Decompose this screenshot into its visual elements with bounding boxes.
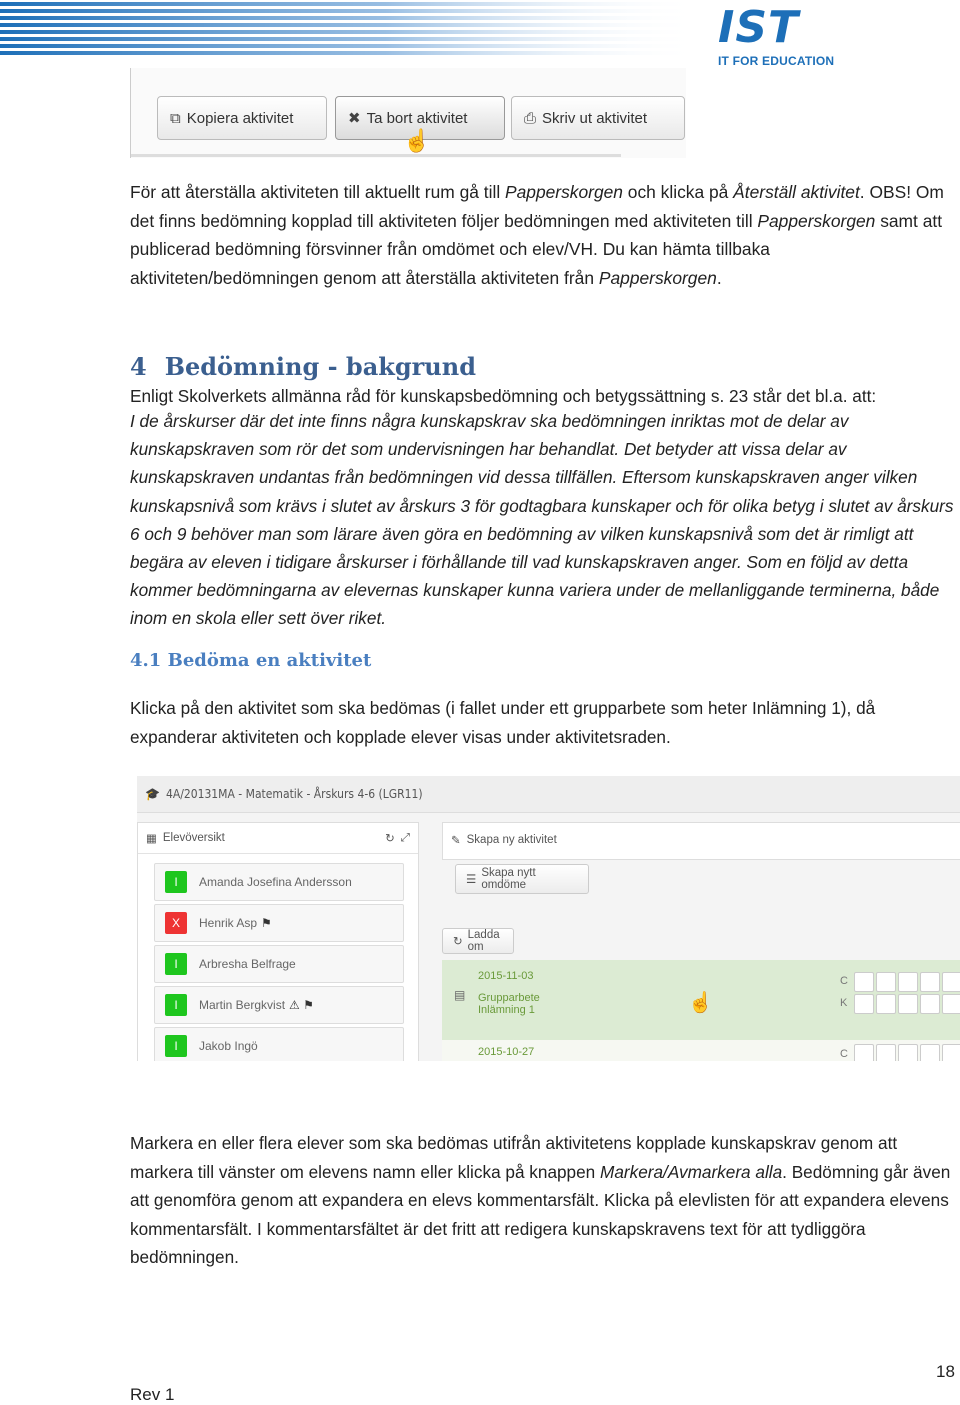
create-grade-button[interactable]	[455, 864, 589, 894]
hand-cursor-icon: ☝	[403, 128, 431, 153]
student-name: Amanda Josefina Andersson	[199, 875, 352, 889]
section-4-heading	[130, 352, 476, 381]
copy-icon: ⧉	[170, 109, 181, 127]
grade-cell[interactable]	[876, 972, 896, 992]
list-icon: ☰	[466, 874, 477, 886]
criteria-code: C	[840, 975, 848, 987]
grade-cell[interactable]	[920, 1044, 940, 1061]
activity-date: 2015-10-27	[478, 1046, 535, 1058]
para1-text-c: .	[859, 182, 865, 202]
section-4-1-number: 4.1	[130, 650, 162, 671]
student-name: Henrik Asp	[199, 916, 258, 930]
student-row[interactable]	[154, 986, 404, 1024]
para1-text-d: samt att publicerad bedömning försvinner från omdömet och elev/VH. Du kan hämta tillbaka aktiviteten/bedömningen genom att återställa aktiviteten från	[130, 210, 943, 288]
grade-cell[interactable]	[898, 972, 918, 992]
student-overview-header	[138, 823, 418, 854]
course-title: 4A/20131MA - Matematik - Årskurs 4-6 (LGR11)	[165, 787, 423, 801]
print-icon: ⎙	[524, 109, 537, 127]
para1-text-a: För att återställa aktiviteten till aktuellt rum gå till	[130, 182, 506, 202]
grade-cell[interactable]	[942, 1044, 960, 1061]
para1-obs-text: OBS! Om det finns bedömning kopplad till aktiviteten följer bedömningen med aktiviteten till	[130, 182, 944, 231]
section-4-quote: I de årskurser där det inte finns några kunskapskrav ska bedömningen inriktas mot de delar av kunskapskraven som rör det som undervisningen har behandlat. Det betyder att vissa delar av kunskapskraven undantas från bedömningen vid dessa tillfällen. Eftersom kunskapskraven anger vilken kunskapsnivå som krävs i slutet av årskurs 3 för godtagbara kunskaper och för olika betyg i slutet av årskurs 6 och 9 behöver man som lärare även göra en bedömning av vilken kunskapsnivå som det är rimligt att begära av eleven i tidigare årskurser i förhållande till vad kunskapskraven anger. Som en följd av detta kommer bedömningarna av elevernas kunskaper kunna variera under de mellanliggande terminerna, både inom en skola eller sett över riket.	[130, 411, 954, 629]
activity-type: Grupparbete	[478, 992, 540, 1004]
page-number: 18	[936, 1362, 955, 1381]
grade-cell[interactable]	[898, 994, 918, 1014]
grade-cell[interactable]	[898, 1044, 918, 1061]
section-4-intro: Enligt Skolverkets allmänna råd för kunskapsbedömning och betygssättning s. 23 står det bl.a. att:	[130, 386, 877, 406]
logo-word: IST	[718, 2, 800, 53]
reload-label: Ladda om	[467, 929, 500, 953]
grade-cell[interactable]	[942, 972, 960, 992]
grade-cell[interactable]	[876, 994, 896, 1014]
restore-activity-paragraph	[130, 178, 955, 292]
student-row[interactable]	[154, 863, 404, 901]
student-name: Martin Bergkvist	[199, 998, 286, 1012]
activity-name: Inlämning 1	[478, 1004, 535, 1016]
section-4-1-title: Bedöma en aktivitet	[167, 650, 372, 671]
screenshot-edge	[131, 154, 621, 157]
create-activity-title: Skapa ny aktivitet	[466, 834, 557, 846]
edit-icon: ✎	[451, 835, 461, 847]
student-select-mark[interactable]: I	[165, 953, 187, 975]
para1-papperskorgen-3: Papperskorgen	[598, 267, 717, 288]
para2-select-all: Markera/Avmarkera alla	[600, 1161, 783, 1182]
para1-text-e: .	[716, 267, 722, 288]
delete-activity-label: Ta bort aktivitet	[366, 109, 468, 127]
grade-cell[interactable]	[854, 1044, 874, 1061]
logo-tagline: IT FOR EDUCATION	[718, 54, 835, 68]
create-grade-label: Skapa nytt omdöme	[481, 867, 536, 891]
student-select-mark[interactable]: I	[165, 994, 187, 1016]
student-row[interactable]	[154, 1027, 404, 1061]
refresh-icon: ↻	[453, 936, 463, 948]
grade-cell[interactable]	[876, 1044, 896, 1061]
create-activity-header[interactable]	[443, 823, 960, 857]
grade-cell[interactable]	[854, 972, 874, 992]
para1-aterstall: Återställ aktivitet	[733, 182, 860, 202]
mark-students-paragraph	[130, 1129, 955, 1272]
close-icon: ✖	[348, 110, 361, 127]
table-icon: ▦	[146, 833, 157, 845]
revision-label: Rev 1	[130, 1385, 175, 1404]
para2-text-a: Markera en eller flera elever som ska bedömas utifrån aktivitetens kopplade kunskapskrav genom att markera till vänster om elevens namn eller klicka på knappen	[130, 1133, 898, 1182]
reload-button[interactable]	[442, 928, 514, 954]
document-icon: ▤	[454, 988, 466, 1002]
warning-flag-icon: ⚠ ⚑	[289, 998, 314, 1012]
graduation-cap-icon: 🎓	[145, 787, 160, 801]
student-select-mark[interactable]: X	[165, 912, 187, 934]
flag-icon: ⚑	[261, 916, 272, 930]
criteria-code: K	[840, 997, 848, 1009]
hand-cursor-icon: ☝	[688, 992, 713, 1014]
student-row[interactable]	[154, 945, 404, 983]
grade-cell[interactable]	[942, 994, 960, 1014]
copy-activity-label: Kopiera aktivitet	[186, 109, 294, 127]
course-title-bar	[137, 776, 960, 813]
ist-logo	[718, 2, 838, 70]
activity-row[interactable]	[442, 1040, 960, 1061]
student-overview-panel	[137, 822, 419, 1061]
activity-row-expanded[interactable]	[442, 960, 960, 1040]
para2-text-b: . Bedömning går även att genomföra genom att expandera en elevs kommentarsfält. Klicka på elevlisten för att expandera elevens kommentarsfält. I kommentarsfältet är det fritt att redigera kunskapskravens text för att tydliggöra bedömningen.	[130, 1161, 951, 1267]
create-activity-panel	[442, 822, 960, 860]
student-select-mark[interactable]: I	[165, 871, 187, 893]
header-stripes	[0, 0, 700, 56]
activity-date: 2015-11-03	[478, 970, 534, 982]
screenshot-student-overview	[137, 776, 960, 1061]
para1-papperskorgen-1: Papperskorgen	[505, 182, 623, 202]
para1-text-b: och klicka på	[622, 182, 734, 202]
grade-cell[interactable]	[854, 994, 874, 1014]
copy-activity-button[interactable]	[157, 96, 327, 140]
expand-icon[interactable]: ⤢	[400, 831, 410, 844]
para1-papperskorgen-2: Papperskorgen	[757, 210, 876, 231]
print-activity-button[interactable]	[511, 96, 685, 140]
screenshot-activity-actions	[130, 68, 686, 158]
student-name: Jakob Ingö	[199, 1039, 258, 1053]
section-4-1-heading	[130, 650, 371, 671]
student-name: Arbresha Belfrage	[199, 957, 296, 971]
section-4-title: Bedömning - bakgrund	[164, 352, 476, 381]
section-4-number: 4	[130, 352, 147, 381]
student-row[interactable]	[154, 904, 404, 942]
section-4-1-text: Klicka på den aktivitet som ska bedömas (i fallet under ett grupparbete som heter Inlämning 1), då expanderar aktiviteten och kopplade elever visas under aktivitetsraden.	[130, 698, 876, 747]
student-select-mark[interactable]: I	[165, 1035, 187, 1057]
student-overview-title: Elevöversikt	[162, 832, 225, 844]
refresh-icon[interactable]: ↻	[385, 833, 395, 845]
grade-cell[interactable]	[920, 994, 940, 1014]
grade-cell[interactable]	[920, 972, 940, 992]
criteria-code: C	[840, 1048, 848, 1060]
print-activity-label: Skriv ut aktivitet	[542, 109, 648, 127]
